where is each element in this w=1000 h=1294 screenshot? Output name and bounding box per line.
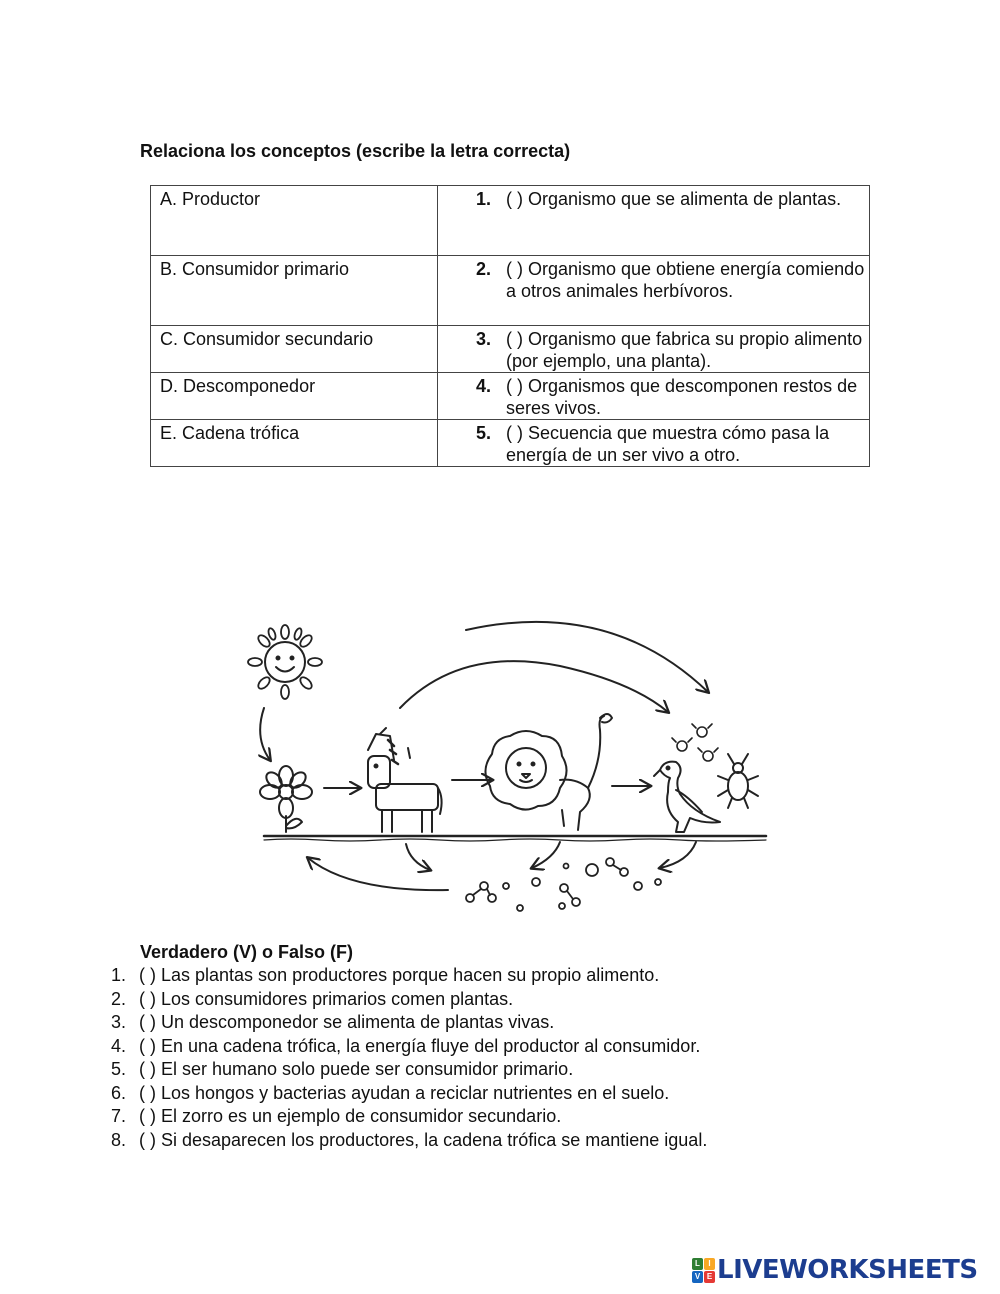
item-number: 8. [111,1129,127,1150]
item-text: ( ) El zorro es un ejemplo de consumidor secundario. [139,1106,562,1126]
matching-table [150,185,870,467]
item-text: ( ) Un descomponedor se alimenta de plantas vivas. [139,1012,555,1032]
liveworksheets-logo [692,1255,978,1285]
item-number: 1. [111,965,127,985]
true-false-list [0,964,707,1152]
item-number: 7. [111,1106,127,1126]
list-item [0,964,707,988]
description-cell [438,373,870,420]
table-row [151,373,870,420]
description-cell [438,256,870,326]
bacteria-icon [672,724,718,761]
row-number: 3. [476,329,492,349]
item-number: 6. [111,1082,127,1103]
sun-icon [248,625,322,699]
item-number: 3. [111,1012,127,1032]
zebra-icon [368,728,442,832]
brand-icon-l: L [692,1258,703,1270]
brand-icon-i: I [704,1258,715,1270]
list-item [0,988,707,1012]
description-cell [438,186,870,256]
item-number: 5. [111,1059,127,1079]
concept-cell: C. Consumidor secundario [151,326,438,373]
item-text: ( ) El ser humano solo puede ser consumidor primario. [139,1059,574,1079]
nutrients-icon [466,858,661,911]
food-chain-diagram [230,600,790,920]
item-text: ( ) Los hongos y bacterias ayudan a reciclar nutrientes en el suelo. [139,1082,670,1103]
beetle-icon [718,754,758,808]
table-row [151,256,870,326]
list-item [0,1129,707,1153]
list-item [0,1058,707,1082]
row-number: 4. [476,376,492,396]
row-description: ( ) Secuencia que muestra cómo pasa la energía de un ser vivo a otro. [506,423,830,465]
brand-icon-e: E [704,1271,715,1283]
description-cell [438,420,870,467]
concept-cell: A. Productor [151,186,438,256]
row-number: 2. [476,259,492,279]
item-text: ( ) Los consumidores primarios comen plantas. [139,988,514,1009]
item-text: ( ) En una cadena trófica, la energía fluye del productor al consumidor. [139,1035,701,1056]
list-item [0,1105,707,1129]
concept-cell: E. Cadena trófica [151,420,438,467]
lion-icon [485,714,612,830]
list-item [0,1011,707,1035]
matching-title: Relaciona los conceptos (escribe la letra correcta) [140,141,571,161]
row-description: ( ) Organismo que se alimenta de plantas. [506,189,842,209]
table-row [151,420,870,467]
table-row [151,326,870,373]
list-item [0,1035,707,1059]
flower-icon [260,766,312,832]
item-number: 2. [111,988,127,1009]
brand-icon [692,1258,714,1282]
list-item [0,1082,707,1106]
row-description: ( ) Organismo que fabrica su propio alimento (por ejemplo, una planta). [506,329,863,371]
item-text: ( ) Si desaparecen los productores, la cadena trófica se mantiene igual. [139,1129,708,1150]
brand-icon-v: V [692,1271,703,1283]
true-false-title: Verdadero (V) o Falso (F) [140,942,354,962]
description-cell [438,326,870,373]
concept-cell: B. Consumidor primario [151,256,438,326]
table-row [151,186,870,256]
row-number: 1. [476,189,492,209]
row-description: ( ) Organismo que obtiene energía comiendo a otros animales herbívoros. [506,259,865,301]
item-number: 4. [111,1035,127,1056]
brand-name: LIVEWORKSHEETS [717,1255,978,1285]
item-text: ( ) Las plantas son productores porque hacen su propio alimento. [139,965,660,985]
vulture-icon [654,762,720,832]
concept-cell: D. Descomponedor [151,373,438,420]
row-description: ( ) Organismos que descomponen restos de seres vivos. [506,376,858,418]
row-number: 5. [476,423,492,443]
